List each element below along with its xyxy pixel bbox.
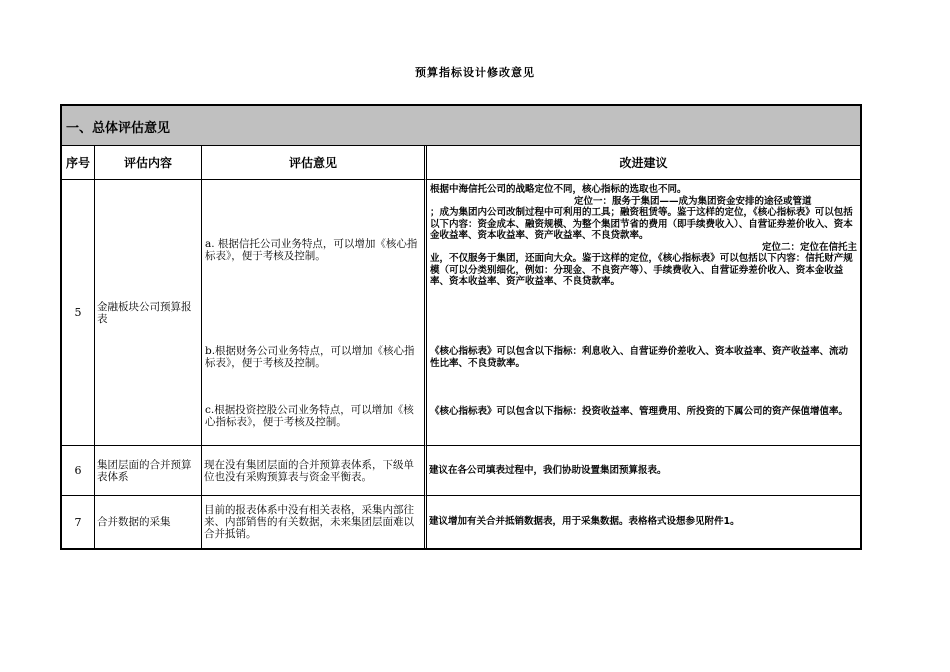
page-title: 预算指标设计修改意见 [415, 66, 535, 79]
col-header-no: 序号 [62, 146, 95, 180]
section-header-label: 一、总体评估意见 [66, 121, 171, 136]
content-text: 合并数据的采集 [97, 516, 171, 528]
opinion-b: b.根据财务公司业务特点，可以增加《核心指标表》，便于考核及控制。 [205, 345, 415, 369]
opinion-a: a. 根据信托公司业务特点，可以增加《核心指标表》，便于考核及控制。 [205, 238, 418, 262]
suggestion-c: 《核心指标表》可以包含以下指标：投资收益率、管理费用、所投资的下属公司的资产保值增值率。 [430, 406, 849, 417]
table-row-opinion [202, 180, 427, 446]
table-row-opinion [202, 446, 427, 496]
col-header-suggestion: 改进建议 [427, 146, 860, 180]
col-header-content: 评估内容 [95, 146, 202, 180]
table-row-content [95, 446, 202, 496]
section-header [62, 106, 860, 146]
opinion-text: 目前的报表体系中没有相关表格，采集内部往来、内部销售的有关数据，未来集团层面难以合并抵销。 [204, 504, 414, 540]
positioning-one-head: 定位一：服务于集团——成为集团资金安排的途径或管道 [574, 195, 812, 207]
suggestion-intro: 根据中海信托公司的战略定位不同，核心指标的选取也不同。 [430, 184, 687, 195]
content-text: 金融板块公司预算报表 [97, 300, 192, 325]
positioning-two-head: 定位二：定位在信托主 [761, 241, 857, 253]
opinion-c: c.根据投资控股公司业务特点，可以增加《核心指标表》，便于考核及控制。 [205, 404, 414, 428]
content-text: 集团层面的合并预算表体系 [97, 458, 192, 483]
col-header-opinion: 评估意见 [202, 146, 427, 180]
evaluation-table [60, 104, 862, 550]
table-row-suggestion [427, 496, 860, 548]
table-row-opinion [202, 496, 427, 548]
table-row-no: 7 [62, 496, 95, 548]
positioning-one-body: ；成为集团内公司改制过程中可利用的工具；融资租赁等。鉴于这样的定位，《核心指标表》可以包括以下内容：资金成本、融资规模、为整个集团节省的费用（即手续费收入）、自营证券差价收入、资本金收益率、资本收益率、资产收益率、不良贷款率。 [430, 207, 853, 241]
table-row-content [95, 180, 202, 446]
suggestion-text: 建议在各公司填表过程中，我们协助设置集团预算报表。 [429, 464, 667, 476]
suggestion-a [427, 184, 860, 288]
table-row-content [95, 496, 202, 548]
table-row-no: 6 [62, 446, 95, 496]
table-row-suggestion [427, 446, 860, 496]
opinion-text: 现在没有集团层面的合并预算表体系，下级单位也没有采购预算表与资金平衡表。 [204, 458, 414, 483]
suggestion-b: 《核心指标表》可以包含以下指标：利息收入、自营证券价差收入、资本收益率、资产收益率、流动性比率、不良贷款率。 [430, 346, 849, 369]
table-row-suggestion [427, 180, 860, 446]
suggestion-text: 建议增加有关合并抵销数据表，用于采集数据。表格格式设想参见附件1。 [429, 516, 740, 528]
positioning-two-body: 业，不仅服务于集团，还面向大众。鉴于这样的定位，《核心指标表》可以包括以下内容：信托财产规模（可以分类别细化，例如：分现金、不良资产等）、手续费收入、自营证券差价收入、资本金收益率、资本收益率、资产收益率、不良贷款率。 [430, 253, 853, 287]
table-row-no: 5 [62, 180, 95, 446]
